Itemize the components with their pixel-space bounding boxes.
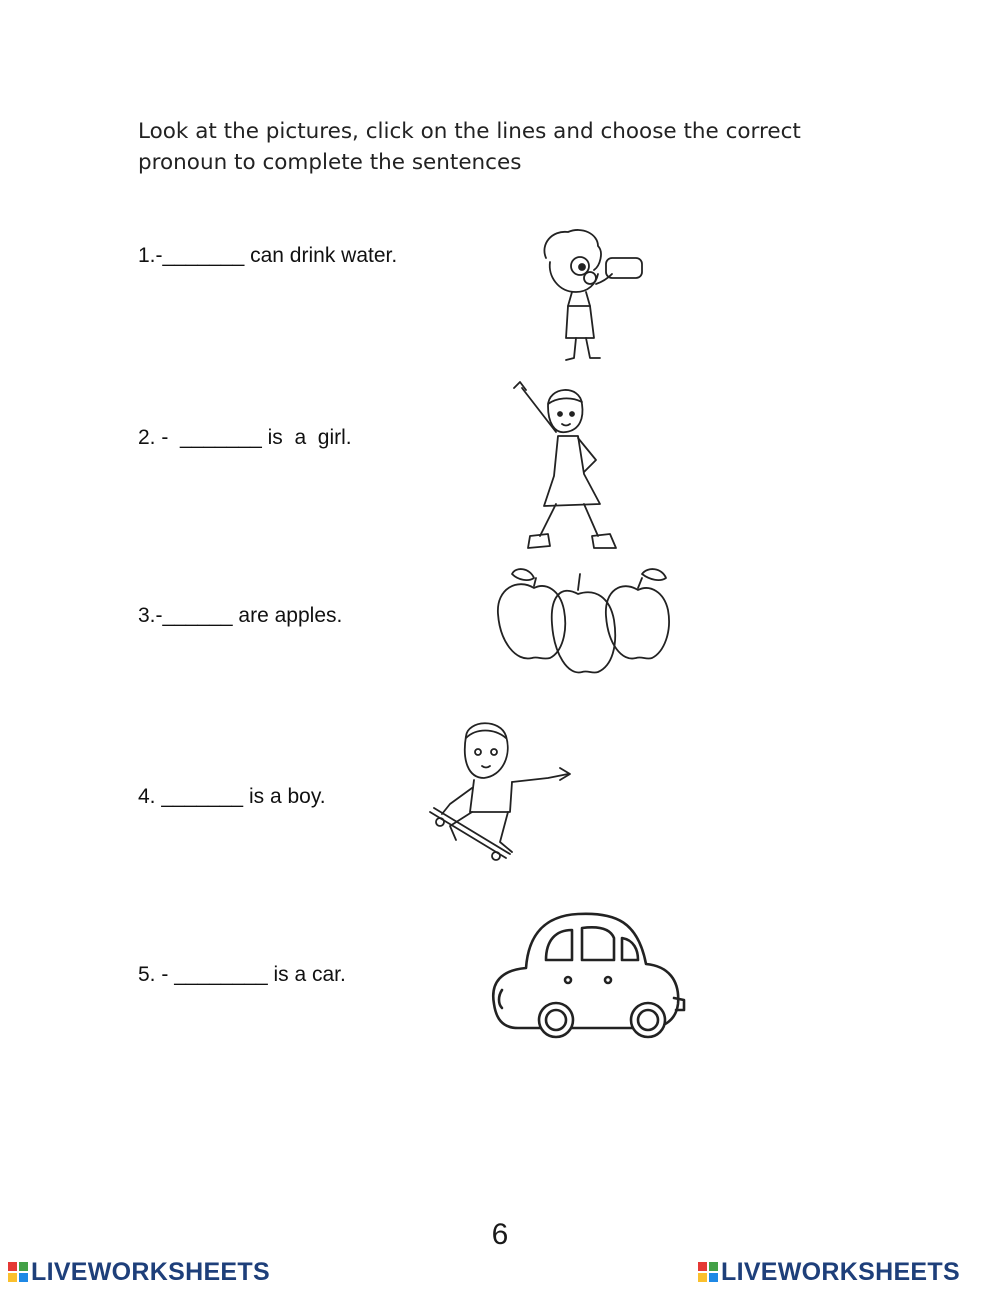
question-1-text: can drink water. [244,244,398,267]
question-1-blank[interactable]: _______ [162,244,245,267]
question-3-blank[interactable]: ______ [162,604,233,627]
apples-picture [494,564,679,679]
liveworksheets-logo-left [8,1259,270,1285]
page-number: 6 [491,1218,509,1251]
question-4 [138,785,326,809]
question-4-blank[interactable]: _______ [161,785,244,808]
question-3 [138,604,342,628]
question-3-text: are apples. [232,604,343,627]
liveworksheets-logo-right [698,1259,960,1285]
question-5 [138,963,346,987]
question-5-number: 5. - [138,963,175,986]
liveworksheets-logo-icon [698,1262,718,1282]
question-5-blank[interactable]: ________ [174,963,268,986]
car-picture [488,908,693,1048]
question-1 [138,244,397,268]
boy-drinking-picture [532,226,652,366]
instructions-line-1: Look at the pictures, click on the lines and choose the correct [138,119,801,144]
question-2 [138,426,352,450]
boy-skateboard-picture [420,716,580,876]
question-4-number: 4. [138,785,162,808]
question-4-text: is a boy. [243,785,326,808]
question-5-text: is a car. [267,963,346,986]
instructions [138,116,858,178]
girl-picture [500,376,640,561]
question-2-blank[interactable]: _______ [180,426,262,449]
question-1-number: 1.- [138,244,163,267]
instructions-line-2: pronoun to complete the sentences [138,150,522,175]
question-2-number: 2. - [138,426,181,449]
question-2-text: is a girl. [261,426,352,449]
question-3-number: 3.- [138,604,163,627]
brand-text-right: LIVEWORKSHEETS [721,1257,960,1286]
liveworksheets-logo-icon [8,1262,28,1282]
brand-text-left: LIVEWORKSHEETS [31,1257,270,1286]
